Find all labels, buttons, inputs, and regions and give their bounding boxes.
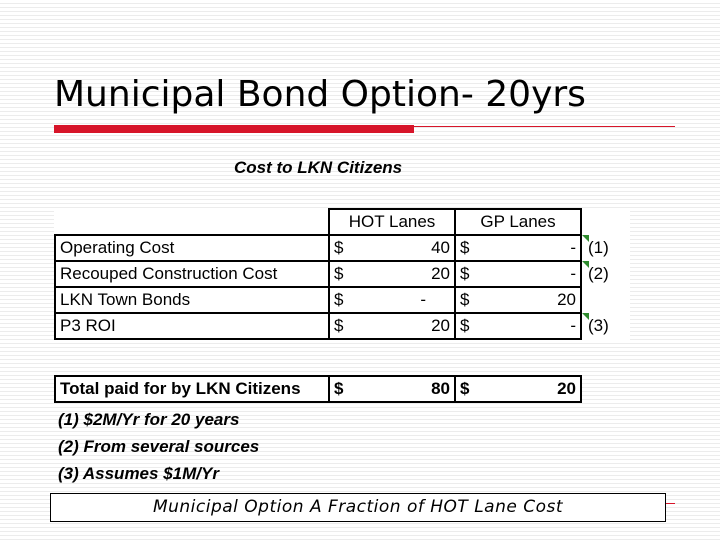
title-accent-line [414,126,675,127]
summary-accent-line [666,503,675,504]
hot-value: 20 [431,316,450,335]
currency-symbol: $ [334,264,344,283]
total-gp-value: 20 [557,379,576,398]
summary-box: Municipal Option A Fraction of HOT Lane Cost [50,493,666,522]
table-row [55,287,629,313]
currency-symbol: $ [334,316,344,335]
total-table [54,375,582,403]
gp-value: - [570,316,576,335]
total-label: Total paid for by LKN Citizens [55,376,329,402]
row-label: LKN Town Bonds [55,287,329,313]
table-caption: Cost to LKN Citizens [234,158,403,177]
row-label: P3 ROI [55,313,329,339]
footnote: (3) Assumes $1M/Yr [58,464,219,483]
header-gp-lanes: GP Lanes [455,209,581,235]
table-row [55,313,629,339]
gp-value: - [570,264,576,283]
comment-marker-icon [582,261,589,268]
slide-title: Municipal Bond Option- 20yrs [54,74,586,115]
title-accent-bar [54,125,414,133]
header-hot-lanes: HOT Lanes [329,209,455,235]
row-note: (2) [588,264,609,283]
footnotes [58,406,259,487]
footnote: (1) $2M/Yr for 20 years [58,410,240,429]
currency-symbol: $ [334,238,344,257]
table-row [55,235,629,261]
currency-symbol: $ [460,379,470,398]
gp-value: - [570,238,576,257]
row-note: (3) [588,316,609,335]
hot-value: - [420,290,426,309]
currency-symbol: $ [460,264,470,283]
hot-value: 40 [431,238,450,257]
cost-table [54,208,630,340]
row-label: Operating Cost [55,235,329,261]
table-row [55,261,629,287]
total-row [55,376,581,402]
currency-symbol: $ [334,290,344,309]
comment-marker-icon [582,313,589,320]
row-label: Recouped Construction Cost [55,261,329,287]
currency-symbol: $ [460,316,470,335]
table-header-row [55,209,629,235]
total-hot-value: 80 [431,379,450,398]
currency-symbol: $ [460,238,470,257]
currency-symbol: $ [460,290,470,309]
hot-value: 20 [431,264,450,283]
row-note: (1) [588,238,609,257]
comment-marker-icon [582,235,589,242]
currency-symbol: $ [334,379,344,398]
footnote: (2) From several sources [58,437,260,456]
gp-value: 20 [557,290,576,309]
